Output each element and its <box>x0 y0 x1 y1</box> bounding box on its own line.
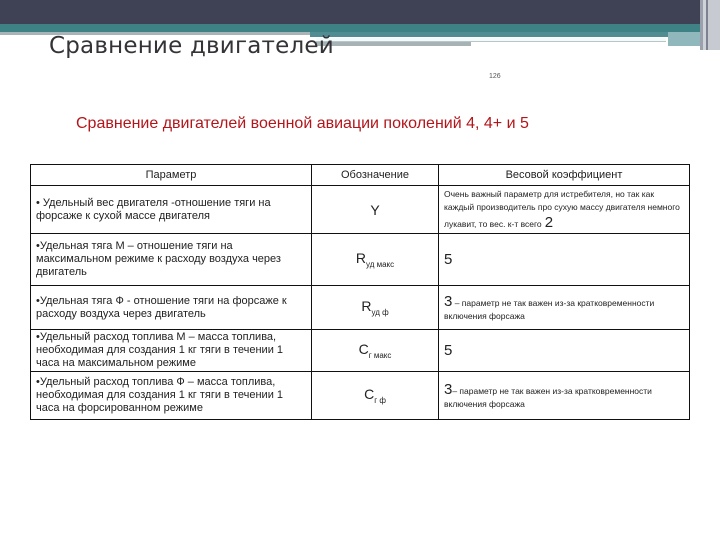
weight-value: 5 <box>444 342 453 359</box>
weight-value: 3 <box>444 380 453 398</box>
weight-note: – параметр не так важен из-за кратковременности включения форсажа <box>444 297 655 321</box>
table-header-row <box>31 165 690 186</box>
symbol-main: R <box>355 250 366 267</box>
table-row <box>31 186 690 234</box>
header-weight: Весовой коэффициент <box>439 165 690 186</box>
page-number: 126 <box>489 73 501 80</box>
header-dark-bar <box>0 0 710 24</box>
header-parameter: Параметр <box>31 165 312 186</box>
weight-value: 2 <box>544 214 554 231</box>
cell-symbol <box>312 286 439 330</box>
cell-weight <box>439 372 690 420</box>
cell-symbol <box>312 372 439 420</box>
header-grey-strip <box>316 42 471 46</box>
header-right-accent <box>668 32 700 46</box>
cell-parameter: •Удельная тяга М – отношение тяги на максимальном режиме к расходу воздуха через двигатель <box>31 234 312 286</box>
cell-weight <box>439 234 690 286</box>
table-row <box>31 234 690 286</box>
table-row <box>31 330 690 372</box>
symbol-subscript: г макс <box>368 350 392 360</box>
slide-subtitle: Сравнение двигателей военной авиации поколений 4, 4+ и 5 <box>76 115 529 132</box>
weight-note: Очень важный параметр для истребителя, но так как каждый производитель про сухую массу двигателя немного лукавит, то вес. к-т всего <box>444 189 680 229</box>
cell-parameter: •Удельный расход топлива Ф – масса топлива, необходимая для создания 1 кг тяги в течении 1 часа на форсированном режиме <box>31 372 312 420</box>
symbol-main: C <box>364 386 375 403</box>
symbol-subscript: уд макс <box>365 259 395 269</box>
weight-value: 3 <box>444 292 453 310</box>
symbol-subscript: г ф <box>374 395 386 405</box>
cell-weight <box>439 286 690 330</box>
table-row <box>31 286 690 330</box>
cell-symbol <box>312 186 439 234</box>
symbol-main: C <box>358 341 369 358</box>
header-teal-accent <box>310 32 700 37</box>
cell-weight <box>439 186 690 234</box>
cell-parameter: • Удельный вес двигателя -отношение тяги на форсаже к сухой массе двигателя <box>31 186 312 234</box>
cell-parameter: •Удельная тяга Ф - отношение тяги на форсаже к расходу воздуха через двигатель <box>31 286 312 330</box>
symbol-main: R <box>361 298 372 315</box>
symbol-main: Y <box>370 201 380 218</box>
cell-parameter: •Удельный расход топлива М – масса топлива, необходимая для создания 1 кг тяги в течении 1 часа на максимальном режиме <box>31 330 312 372</box>
cell-symbol <box>312 330 439 372</box>
slide-title: Сравнение двигателей <box>49 33 334 59</box>
cell-symbol <box>312 234 439 286</box>
header-symbol: Обозначение <box>312 165 439 186</box>
symbol-subscript: уд ф <box>371 307 389 317</box>
header-teal-bar <box>0 24 700 32</box>
cell-weight <box>439 330 690 372</box>
engine-comparison-table <box>30 164 690 420</box>
header-right-edge <box>700 0 720 50</box>
table-row <box>31 372 690 420</box>
weight-note: – параметр не так важен из-за кратковременности включения форсажа <box>444 385 652 409</box>
weight-value: 5 <box>444 251 453 268</box>
